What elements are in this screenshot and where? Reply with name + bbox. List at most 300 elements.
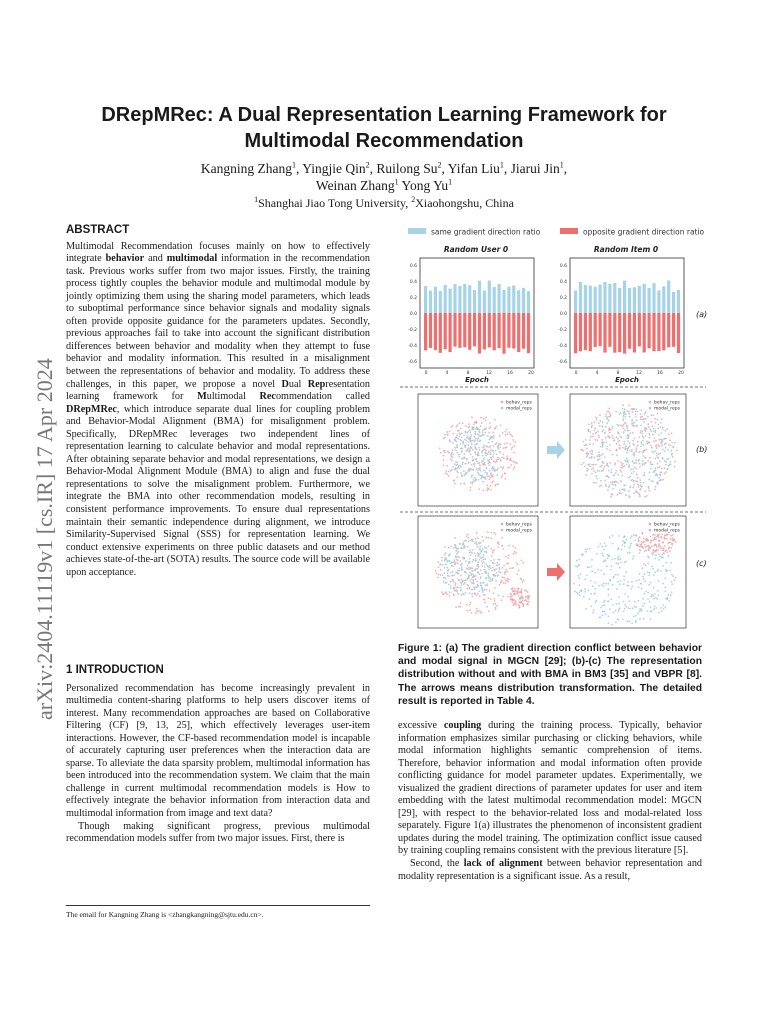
scatter-point: [663, 549, 665, 551]
scatter-point: [580, 590, 582, 592]
scatter-point: [651, 447, 653, 449]
scatter-point: [477, 468, 479, 470]
scatter-point: [640, 425, 642, 427]
scatter-point: [505, 569, 507, 571]
scatter-point: [490, 532, 492, 534]
xtick-label: 20: [528, 371, 534, 376]
scatter-point: [635, 480, 637, 482]
scatter-point: [608, 622, 610, 624]
scatter-point: [500, 459, 502, 461]
scatter-point: [611, 471, 613, 473]
scatter-point: [591, 426, 593, 428]
scatter-point: [486, 446, 488, 448]
scatter-point: [520, 602, 522, 604]
scatter-point: [591, 449, 593, 451]
scatter-point: [443, 455, 445, 457]
abstract-heading: ABSTRACT: [66, 224, 130, 236]
scatter-point: [672, 534, 674, 536]
scatter-point: [589, 431, 591, 433]
scatter-point: [471, 589, 473, 591]
scatter-point: [671, 442, 673, 444]
scatter-point: [652, 549, 654, 551]
scatter-point: [443, 459, 445, 461]
scatter-point: [635, 411, 637, 413]
scatter-point: [615, 574, 617, 576]
scatter-point: [465, 463, 467, 465]
scatter-point: [487, 435, 489, 437]
scatter-point: [581, 464, 583, 466]
scatter-point: [579, 594, 581, 596]
scatter-point: [589, 439, 591, 441]
scatter-point: [665, 471, 667, 473]
scatter-point: [606, 446, 608, 448]
scatter-point: [650, 461, 652, 463]
scatter-point: [479, 573, 481, 575]
bar-opposite: [618, 313, 621, 352]
scatter-point: [472, 440, 474, 442]
scatter-point: [450, 470, 452, 472]
scatter-point: [460, 602, 462, 604]
scatter-point: [599, 543, 601, 545]
scatter-point: [511, 446, 513, 448]
legend-behav-dot: [501, 523, 504, 526]
scatter-point: [512, 602, 514, 604]
scatter-point: [604, 466, 606, 468]
bar-same: [463, 284, 466, 313]
scatter-point: [626, 430, 628, 432]
scatter-point: [673, 447, 675, 449]
scatter-point: [608, 470, 610, 472]
scatter-point: [486, 467, 488, 469]
scatter-point: [469, 549, 471, 551]
author-name: Weinan Zhang: [315, 178, 395, 193]
scatter-point: [597, 430, 599, 432]
bar-same: [667, 281, 670, 313]
scatter-point: [516, 603, 518, 605]
scatter-point: [658, 580, 660, 582]
scatter-point: [607, 465, 609, 467]
scatter-point: [588, 566, 590, 568]
scatter-point: [667, 555, 669, 557]
scatter-point: [663, 438, 665, 440]
scatter-point: [647, 423, 649, 425]
scatter-point: [523, 579, 525, 581]
scatter-point: [478, 474, 480, 476]
scatter-point: [647, 416, 649, 418]
scatter-point: [507, 596, 509, 598]
scatter-point: [588, 430, 590, 432]
scatter-point: [463, 546, 465, 548]
bar-opposite: [648, 313, 651, 348]
scatter-point: [603, 462, 605, 464]
figure-1: [398, 222, 712, 636]
scatter-point: [448, 475, 450, 477]
scatter-point: [668, 458, 670, 460]
scatter-point: [622, 404, 624, 406]
scatter-point: [644, 449, 646, 451]
scatter-point: [488, 432, 490, 434]
scatter-point: [660, 607, 662, 609]
scatter-point: [632, 558, 634, 560]
bar-same: [527, 291, 530, 313]
bar-opposite: [677, 313, 680, 353]
scatter-point: [636, 408, 638, 410]
scatter-point: [438, 566, 440, 568]
scatter-point: [657, 569, 659, 571]
scatter-point: [593, 467, 595, 469]
scatter-point: [468, 462, 470, 464]
scatter-point: [637, 477, 639, 479]
scatter-point: [610, 481, 612, 483]
scatter-point: [480, 576, 482, 578]
scatter-point: [576, 592, 578, 594]
scatter-point: [591, 422, 593, 424]
scatter-point: [600, 485, 602, 487]
bar-same: [522, 288, 525, 313]
scatter-point: [477, 546, 479, 548]
scatter-point: [638, 538, 640, 540]
scatter-point: [655, 422, 657, 424]
scatter-point: [655, 544, 657, 546]
scatter-point: [587, 567, 589, 569]
scatter-point: [628, 495, 630, 497]
scatter-point: [455, 557, 457, 559]
scatter-point: [629, 552, 631, 554]
scatter-point: [644, 429, 646, 431]
scatter-point: [612, 535, 614, 537]
scatter-point: [647, 610, 649, 612]
scatter-point: [641, 543, 643, 545]
scatter-point: [641, 485, 643, 487]
bar-same: [453, 284, 456, 313]
xlabel-item: Epoch: [615, 376, 639, 384]
scatter-point: [638, 600, 640, 602]
scatter-point: [638, 540, 640, 542]
scatter-point: [502, 474, 504, 476]
scatter-point: [496, 572, 498, 574]
scatter-point: [670, 450, 672, 452]
scatter-point: [649, 601, 651, 603]
scatter-point: [636, 468, 638, 470]
scatter-point: [513, 599, 515, 601]
scatter-point: [647, 556, 649, 558]
scatter-point: [602, 429, 604, 431]
scatter-point: [589, 465, 591, 467]
scatter-point: [578, 592, 580, 594]
panel-label-c: (c): [696, 559, 707, 568]
scatter-point: [499, 458, 501, 460]
scatter-point: [493, 575, 495, 577]
scatter-point: [670, 594, 672, 596]
scatter-point: [482, 481, 484, 483]
scatter-point: [664, 443, 666, 445]
scatter-point: [650, 542, 652, 544]
scatter-point: [628, 547, 630, 549]
scatter-point: [474, 451, 476, 453]
scatter-point: [658, 540, 660, 542]
scatter-point: [476, 608, 478, 610]
scatter-point: [618, 433, 620, 435]
scatter-point: [464, 457, 466, 459]
scatter-point: [523, 605, 525, 607]
scatter-point: [641, 416, 643, 418]
scatter-point: [455, 449, 457, 451]
scatter-point: [502, 453, 504, 455]
scatter-point: [604, 480, 606, 482]
scatter-point: [601, 442, 603, 444]
scatter-point: [460, 589, 462, 591]
scatter-point: [590, 436, 592, 438]
scatter-point: [479, 556, 481, 558]
scatter-point: [637, 441, 639, 443]
scatter-point: [635, 615, 637, 617]
scatter-point: [493, 435, 495, 437]
scatter-point: [653, 552, 655, 554]
scatter-point: [449, 431, 451, 433]
ytick-label: -0.6: [558, 360, 567, 365]
scatter-point: [658, 434, 660, 436]
scatter-point: [454, 463, 456, 465]
scatter-point: [460, 483, 462, 485]
scatter-point: [619, 440, 621, 442]
scatter-point: [510, 434, 512, 436]
scatter-point: [662, 565, 664, 567]
title-line-1: DRepMRec: A Dual Representation Learning Framework for: [101, 104, 667, 126]
scatter-point: [593, 482, 595, 484]
scatter-point: [596, 418, 598, 420]
scatter-point: [589, 457, 591, 459]
scatter-point: [620, 481, 622, 483]
scatter-point: [602, 426, 604, 428]
scatter-point: [476, 460, 478, 462]
scatter-point: [642, 419, 644, 421]
scatter-point: [642, 435, 644, 437]
scatter-point: [616, 588, 618, 590]
scatter-point: [473, 580, 475, 582]
scatter-point: [615, 481, 617, 483]
chart-title-user: Random User 0: [443, 245, 509, 254]
scatter-point: [598, 470, 600, 472]
scatter-point: [444, 554, 446, 556]
scatter-point: [521, 560, 523, 562]
scatter-point: [642, 598, 644, 600]
scatter-point: [485, 453, 487, 455]
scatter-point: [653, 428, 655, 430]
scatter-point: [462, 463, 464, 465]
abstract-section: [66, 224, 370, 579]
scatter-point: [520, 597, 522, 599]
bar-opposite: [429, 313, 432, 348]
scatter-point: [504, 443, 506, 445]
scatter-point: [663, 552, 665, 554]
scatter-point: [637, 411, 639, 413]
scatter-point: [444, 546, 446, 548]
scatter-point: [585, 439, 587, 441]
scatter-point: [623, 583, 625, 585]
scatter-point: [480, 417, 482, 419]
legend-behav-label: behav_reps: [506, 400, 532, 406]
scatter-point: [484, 571, 486, 573]
scatter-point: [629, 476, 631, 478]
scatter-point: [488, 451, 490, 453]
bar-same: [512, 285, 515, 313]
scatter-point: [607, 557, 609, 559]
scatter-point: [455, 606, 457, 608]
scatter-point: [500, 466, 502, 468]
scatter-point: [476, 443, 478, 445]
scatter-point: [636, 580, 638, 582]
scatter-point: [602, 421, 604, 423]
scatter-point: [663, 604, 665, 606]
scatter-point: [472, 459, 474, 461]
transform-arrow-b: [547, 441, 565, 459]
scatter-point: [442, 574, 444, 576]
scatter-point: [648, 487, 650, 489]
scatter-point: [591, 570, 593, 572]
scatter-point: [585, 551, 587, 553]
scatter-point: [518, 588, 520, 590]
bar-same: [662, 286, 665, 313]
scatter-point: [608, 594, 610, 596]
scatter-point: [503, 447, 505, 449]
scatter-point: [635, 462, 637, 464]
xtick-label: 4: [595, 371, 599, 376]
scatter-point: [529, 595, 531, 597]
scatter-point: [634, 606, 636, 608]
scatter-point: [670, 562, 672, 564]
scatter-point: [495, 426, 497, 428]
scatter-point: [598, 437, 600, 439]
scatter-point: [654, 489, 656, 491]
scatter-point: [495, 450, 497, 452]
ytick-label: 0.0: [559, 312, 567, 317]
right-paragraph-2: Second, the lack of alignment between behavior representation and modality representation is a significant issue. As a result,: [398, 858, 703, 882]
scatter-point: [633, 556, 635, 558]
scatter-point: [461, 569, 463, 571]
scatter-point: [501, 576, 503, 578]
scatter-point: [585, 549, 587, 551]
scatter-point: [528, 601, 530, 603]
scatter-point: [621, 544, 623, 546]
scatter-point: [661, 445, 663, 447]
scatter-point: [593, 443, 595, 445]
scatter-point: [614, 474, 616, 476]
scatter-point: [624, 535, 626, 537]
scatter-point: [658, 444, 660, 446]
scatter-point: [461, 458, 463, 460]
panel-label-b: (b): [696, 445, 708, 454]
scatter-point: [576, 560, 578, 562]
scatter-point: [606, 463, 608, 465]
scatter-point: [483, 445, 485, 447]
scatter-point: [517, 564, 519, 566]
scatter-point: [657, 419, 659, 421]
scatter-point: [506, 580, 508, 582]
legend-modal-dot: [649, 407, 652, 410]
scatter-point: [654, 593, 656, 595]
scatter-point: [469, 572, 471, 574]
bar-same: [517, 290, 520, 313]
scatter-point: [625, 445, 627, 447]
scatter-point: [642, 437, 644, 439]
scatter-point: [454, 483, 456, 485]
scatter-point: [460, 582, 462, 584]
scatter-point: [608, 486, 610, 488]
scatter-point: [453, 562, 455, 564]
scatter-point: [610, 598, 612, 600]
scatter-point: [515, 552, 517, 554]
xtick-label: 16: [657, 371, 663, 376]
scatter-point: [464, 571, 466, 573]
scatter-point: [495, 568, 497, 570]
scatter-point: [492, 441, 494, 443]
scatter-point: [506, 442, 508, 444]
bar-opposite: [613, 313, 616, 353]
scatter-point: [640, 608, 642, 610]
bar-same: [507, 287, 510, 313]
scatter-point: [637, 445, 639, 447]
scatter-point: [482, 556, 484, 558]
scatter-point: [477, 555, 479, 557]
scatter-point: [478, 559, 480, 561]
scatter-point: [602, 446, 604, 448]
scatter-point: [600, 446, 602, 448]
scatter-point: [585, 608, 587, 610]
scatter-point: [484, 546, 486, 548]
scatter-point: [471, 477, 473, 479]
scatter-point: [490, 567, 492, 569]
scatter-point: [670, 535, 672, 537]
scatter-point: [624, 485, 626, 487]
scatter-point: [470, 446, 472, 448]
scatter-point: [462, 462, 464, 464]
scatter-point: [657, 428, 659, 430]
scatter-point: [620, 462, 622, 464]
scatter-point: [482, 455, 484, 457]
scatter-point: [628, 477, 630, 479]
scatter-point: [606, 418, 608, 420]
scatter-point: [645, 591, 647, 593]
scatter-point: [509, 443, 511, 445]
scatter-point: [604, 611, 606, 613]
scatter-point: [453, 590, 455, 592]
scatter-point: [470, 432, 472, 434]
bar-opposite: [633, 313, 636, 352]
scatter-point: [458, 578, 460, 580]
bar-same: [502, 290, 505, 313]
scatter-point: [461, 579, 463, 581]
scatter-point: [520, 578, 522, 580]
scatter-point: [633, 534, 635, 536]
scatter-point: [634, 539, 636, 541]
scatter-point: [616, 562, 618, 564]
scatter-point: [609, 432, 611, 434]
scatter-point: [642, 542, 644, 544]
scatter-point: [626, 457, 628, 459]
scatter-point: [631, 622, 633, 624]
scatter-point: [477, 568, 479, 570]
scatter-point: [655, 430, 657, 432]
scatter-point: [482, 431, 484, 433]
scatter-point: [599, 458, 601, 460]
scatter-point: [656, 546, 658, 548]
scatter-point: [464, 431, 466, 433]
scatter-point: [462, 440, 464, 442]
scatter-point: [612, 604, 614, 606]
scatter-point: [606, 448, 608, 450]
scatter-point: [455, 426, 457, 428]
scatter-point: [477, 564, 479, 566]
